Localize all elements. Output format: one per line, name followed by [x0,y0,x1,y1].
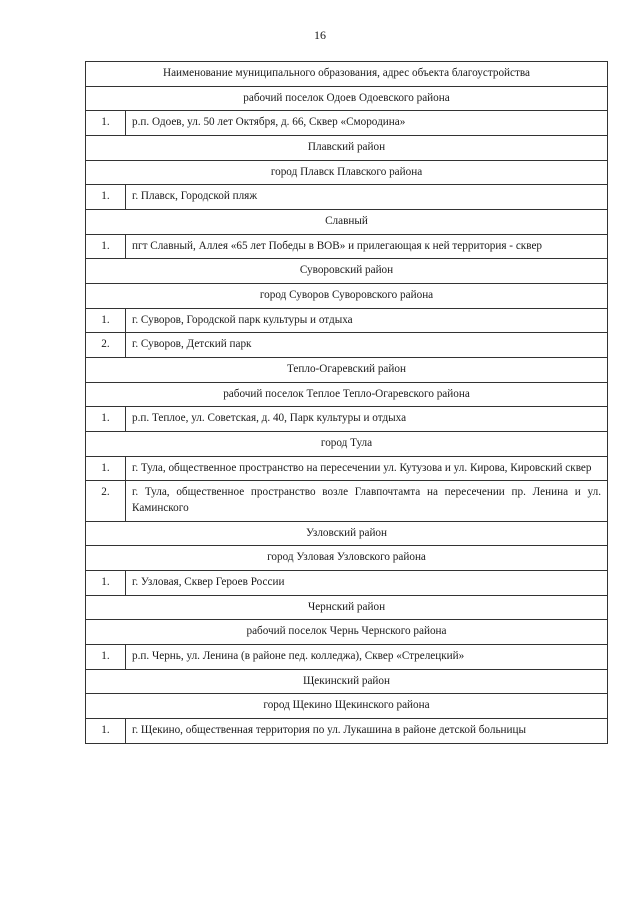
section-row [86,669,608,694]
item-number: 1. [86,234,126,259]
section-row [86,136,608,161]
section-row [86,210,608,235]
section-title: Плавский район [86,136,608,161]
section-row [86,160,608,185]
item-number: 1. [86,456,126,481]
section-row [86,382,608,407]
section-title: город Тула [86,432,608,457]
section-title: рабочий поселок Теплое Тепло-Огаревского района [86,382,608,407]
table-body [86,62,608,744]
table-row [86,111,608,136]
table-row [86,456,608,481]
item-number: 2. [86,481,126,521]
item-number: 1. [86,111,126,136]
section-title: город Плавск Плавского района [86,160,608,185]
section-title: Узловский район [86,521,608,546]
page-number: 16 [314,28,326,42]
section-row [86,358,608,383]
item-number: 1. [86,407,126,432]
section-title: город Суворов Суворовского района [86,284,608,309]
table-header-row [86,62,608,87]
section-title: рабочий поселок Чернь Чернского района [86,620,608,645]
item-address: г. Плавск, Городской пляж [126,185,608,210]
table-row [86,234,608,259]
table-row [86,333,608,358]
item-number: 1. [86,185,126,210]
section-row [86,595,608,620]
section-title: Славный [86,210,608,235]
section-title: Чернский район [86,595,608,620]
section-title: рабочий поселок Одоев Одоевского района [86,86,608,111]
section-row [86,620,608,645]
item-address: г. Щекино, общественная территория по ул. Лукашина в районе детской больницы [126,719,608,744]
section-row [86,86,608,111]
section-title: Суворовский район [86,259,608,284]
item-address: г. Узловая, Сквер Героев России [126,571,608,596]
item-address: г. Суворов, Городской парк культуры и отдыха [126,308,608,333]
item-number: 1. [86,571,126,596]
item-address: пгт Славный, Аллея «65 лет Победы в ВОВ» и прилегающая к ней территория - сквер [126,234,608,259]
section-row [86,259,608,284]
item-number: 1. [86,645,126,670]
table-row [86,719,608,744]
item-number: 2. [86,333,126,358]
table-row [86,571,608,596]
item-address: р.п. Одоев, ул. 50 лет Октября, д. 66, Сквер «Смородина» [126,111,608,136]
item-address: г. Тула, общественное пространство возле Главпочтамта на пересечении пр. Ленина и ул. Каминского [126,481,608,521]
table-row [86,308,608,333]
section-row [86,546,608,571]
objects-table [85,61,608,744]
table-row [86,645,608,670]
table-row [86,481,608,521]
section-title: Тепло-Огаревский район [86,358,608,383]
item-address: р.п. Теплое, ул. Советская, д. 40, Парк культуры и отдыха [126,407,608,432]
item-number: 1. [86,719,126,744]
section-title: город Узловая Узловского района [86,546,608,571]
table-row [86,407,608,432]
section-row [86,284,608,309]
table-header: Наименование муниципального образования, адрес объекта благоустройства [86,62,608,87]
section-title: город Щекино Щекинского района [86,694,608,719]
item-number: 1. [86,308,126,333]
table-row [86,185,608,210]
item-address: г. Тула, общественное пространство на пересечении ул. Кутузова и ул. Кирова, Кировский сквер [126,456,608,481]
item-address: г. Суворов, Детский парк [126,333,608,358]
section-row [86,694,608,719]
section-title: Щекинский район [86,669,608,694]
section-row [86,521,608,546]
section-row [86,432,608,457]
item-address: р.п. Чернь, ул. Ленина (в районе пед. колледжа), Сквер «Стрелецкий» [126,645,608,670]
